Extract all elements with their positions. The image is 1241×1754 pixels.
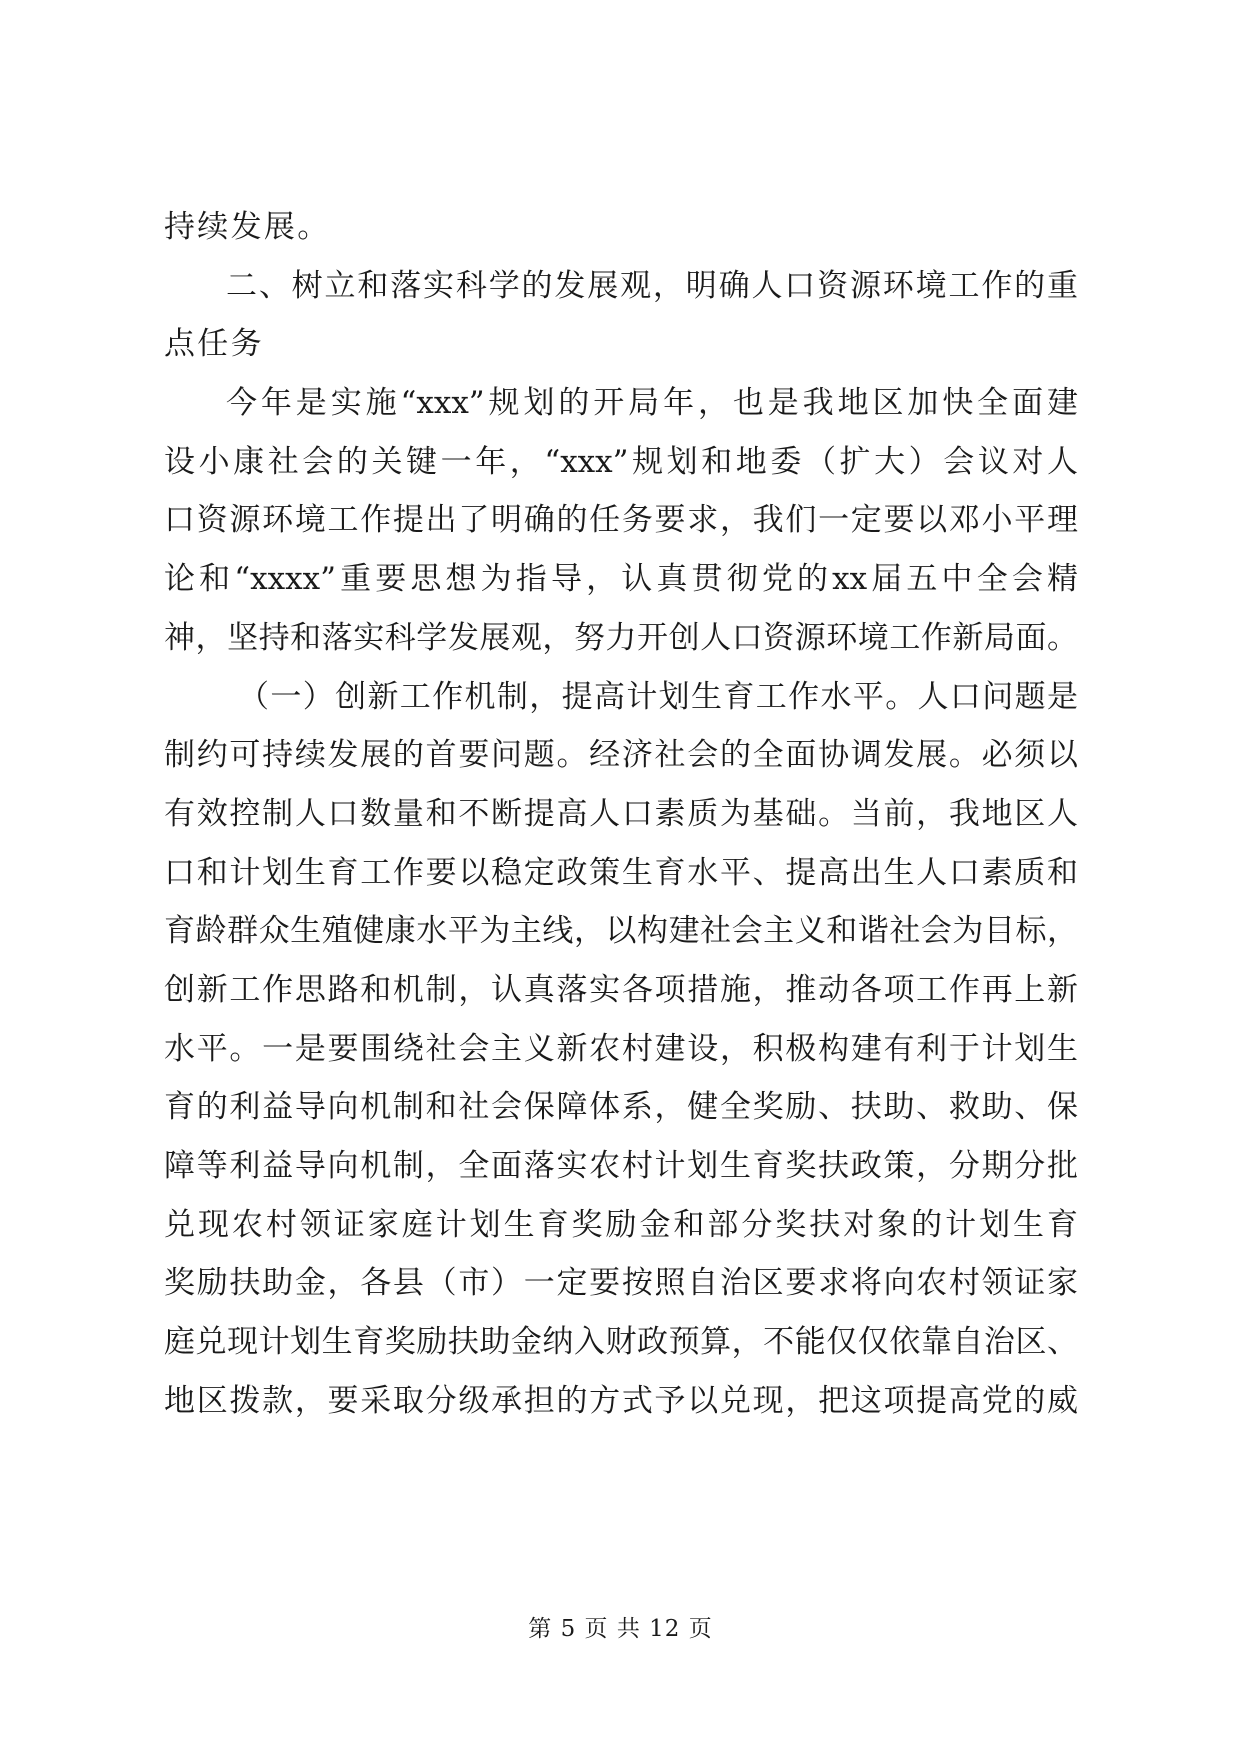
text-line: 设小康社会的关键一年，“xxx”规划和地委（扩大）会议对人 bbox=[164, 443, 1078, 480]
text-line: 兑现农村领证家庭计划生育奖励金和部分奖扶对象的计划生育 bbox=[164, 1206, 1078, 1243]
text-line: 创新工作思路和机制，认真落实各项措施，推动各项工作再上新 bbox=[164, 971, 1078, 1008]
text-line: 二、树立和落实科学的发展观，明确人口资源环境工作的重 bbox=[226, 267, 1078, 304]
text-line: 口资源环境工作提出了明确的任务要求，我们一定要以邓小平理 bbox=[164, 502, 1078, 539]
text-line: 今年是实施“xxx”规划的开局年，也是我地区加快全面建 bbox=[226, 385, 1078, 422]
text-line: 庭兑现计划生育奖励扶助金纳入财政预算，不能仅仅依靠自治区、 bbox=[164, 1324, 1078, 1361]
text-line: 制约可持续发展的首要问题。经济社会的全面协调发展。必须以 bbox=[164, 737, 1078, 774]
text-line: 地区拨款，要采取分级承担的方式予以兑现，把这项提高党的威 bbox=[164, 1382, 1078, 1419]
text-line: 障等利益导向机制，全面落实农村计划生育奖扶政策，分期分批 bbox=[164, 1148, 1078, 1184]
text-line: 水平。一是要围绕社会主义新农村建设，积极构建有利于计划生 bbox=[164, 1030, 1078, 1067]
text-line: 有效控制人口数量和不断提高人口素质为基础。当前，我地区人 bbox=[164, 795, 1078, 832]
text-line: 神，坚持和落实科学发展观，努力开创人口资源环境工作新局面。 bbox=[164, 619, 1078, 656]
page-footer: 第 5 页 共 12 页 bbox=[528, 1616, 713, 1642]
text-line: 口和计划生育工作要以稳定政策生育水平、提高出生人口素质和 bbox=[164, 854, 1078, 891]
text-line: 育龄群众生殖健康水平为主线，以构建社会主义和谐社会为目标， bbox=[164, 913, 1078, 950]
text-line: （一）创新工作机制，提高计划生育工作水平。人口问题是 bbox=[238, 678, 1078, 715]
text-line: 持续发展。 bbox=[164, 209, 331, 245]
text-line: 点任务 bbox=[164, 326, 264, 363]
text-line: 论和“xxxx”重要思想为指导，认真贯彻党的xx届五中全会精 bbox=[164, 561, 1078, 598]
text-line: 奖励扶助金，各县（市）一定要按照自治区要求将向农村领证家 bbox=[164, 1265, 1078, 1302]
text-line: 育的利益导向机制和社会保障体系，健全奖励、扶助、救助、保 bbox=[164, 1089, 1078, 1126]
body-text bbox=[164, 198, 1078, 1430]
